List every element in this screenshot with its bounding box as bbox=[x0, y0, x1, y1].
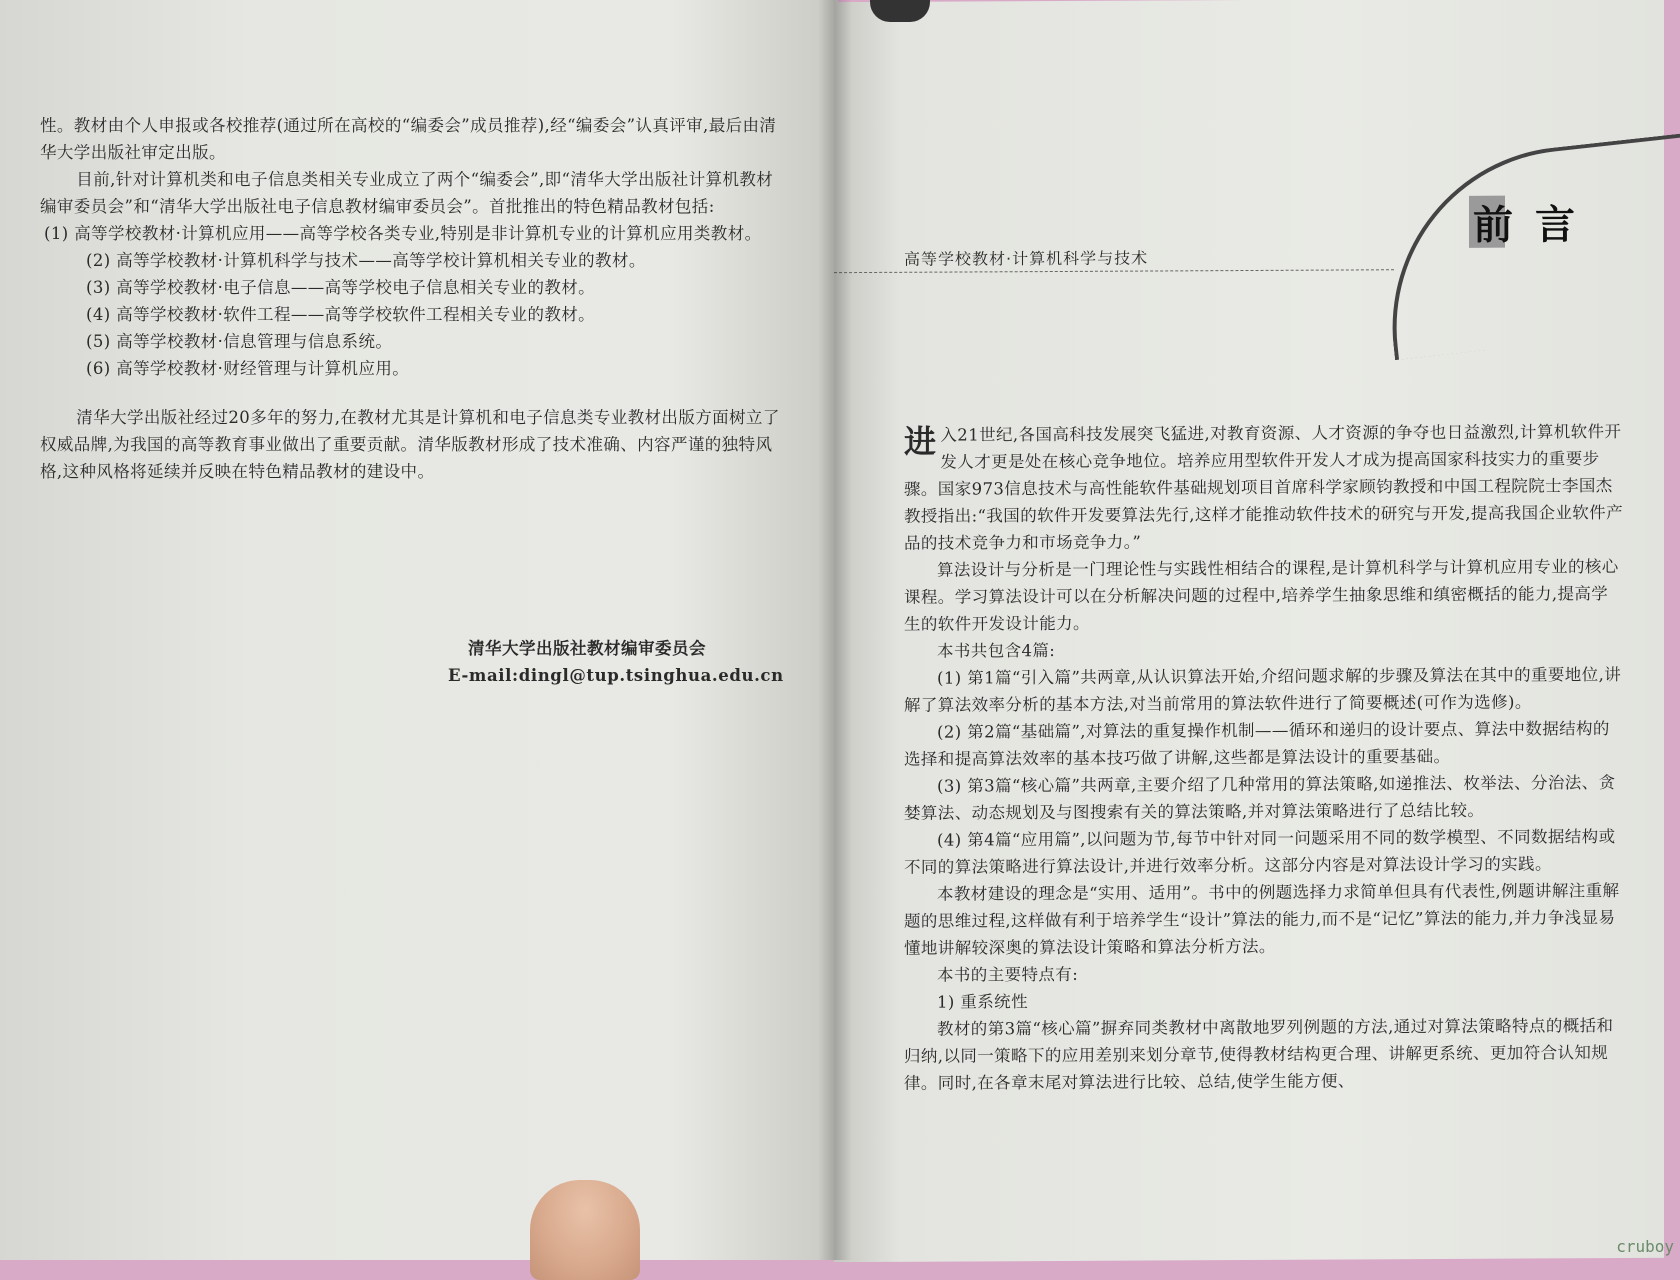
list-item-3: (3) 高等学校教材·电子信息——高等学校电子信息相关专业的教材。 bbox=[86, 278, 596, 297]
drop-cap: 进 bbox=[904, 422, 937, 461]
left-paragraph-1: 性。教材由个人申报或各校推荐(通过所在高校的“编委会”成员推荐),经“编委会”认真评审,最后由清华大学出版社审定出版。 bbox=[40, 116, 777, 162]
part-3-description: (3) 第3篇“核心篇”共两章,主要介绍了几种常用的算法策略,如递推法、枚举法、分治法、贪婪算法、动态规划及与图搜索有关的算法策略,并对算法策略进行了总结比较。 bbox=[904, 773, 1616, 823]
intro-text: 入21世纪,各国高科技发展突飞猛进,对教育资源、人才资源的争夺也日益激烈,计算机软件开发人才更是处在核心竞争地位。培养应用型软件开发人才成为提高国家科技实力的重要步骤。国家973信息技术与高性能软件基础规划项目首席科学家顾钧教授和中国工程院院士李国杰教授指出:“我国的软件开发要算法先行,这样才能推动软件技术的研究与开发,提高我国企业软件产品的技术竞争力和市场竞争力。” bbox=[904, 422, 1623, 553]
right-page-body bbox=[904, 418, 1624, 1097]
series-header: 高等学校教材·计算机科学与技术 bbox=[904, 248, 1149, 269]
list-item-5: (5) 高等学校教材·信息管理与信息系统。 bbox=[86, 332, 393, 351]
watermark: cruboy bbox=[1616, 1237, 1674, 1256]
list-item-6: (6) 高等学校教材·财经管理与计算机应用。 bbox=[86, 359, 410, 378]
paragraph-3: 本书共包含4篇: bbox=[937, 641, 1056, 661]
part-2-description: (2) 第2篇“基础篇”,对算法的重复操作机制——循环和递归的设计要点、算法中数据结构的选择和提高算法效率的基本技巧做了讲解,这些都是算法设计的重要基础。 bbox=[904, 719, 1610, 769]
email-address: E-mail:dingl@tup.tsinghua.edu.cn bbox=[448, 666, 784, 685]
left-closing-paragraph: 清华大学出版社经过20多年的努力,在教材尤其是计算机和电子信息类专业教材出版方面树立了权威品牌,为我国的高等教育事业做出了重要贡献。清华版教材形成了技术准确、内容严谨的独特风格,这种风格将延续并反映在特色精品教材的建设中。 bbox=[40, 408, 780, 481]
title-text: 前言 bbox=[1473, 202, 1597, 249]
list-item-2: (2) 高等学校教材·计算机科学与技术——高等学校计算机相关专业的教材。 bbox=[86, 251, 646, 270]
paragraph-2: 算法设计与分析是一门理论性与实践性相结合的课程,是计算机科学与计算机应用专业的核心课程。学习算法设计可以在分析解决问题的过程中,培养学生抽象思维和缜密概括的能力,提高学生的软件开发设计能力。 bbox=[904, 557, 1619, 634]
book-gutter bbox=[818, 0, 852, 1260]
list-item-1-text: (1) 高等学校教材·计算机应用——高等学校各类专业,特别是非计算机专业的计算机应用类教材。 bbox=[44, 224, 762, 243]
part-4-description: (4) 第4篇“应用篇”,以问题为节,每节中针对同一问题采用不同的数学模型、不同数据结构或不同的算法策略进行算法设计,并进行效率分析。这部分内容是对算法设计学习的实践。 bbox=[904, 827, 1616, 877]
list-item-4: (4) 高等学校教材·软件工程——高等学校软件工程相关专业的教材。 bbox=[86, 305, 596, 324]
left-page bbox=[0, 0, 838, 1260]
philosophy-paragraph: 本教材建设的理念是“实用、适用”。书中的例题选择力求简单但具有代表性,例题讲解注重解题的思维过程,这样做有利于培养学生“设计”算法的能力,而不是“记忆”算法的能力,并力争浅显易懂地讲解较深奥的算法设计策略和算法分析方法。 bbox=[904, 881, 1620, 958]
features-heading: 本书的主要特点有: bbox=[937, 964, 1079, 985]
intro-paragraph bbox=[904, 418, 1624, 557]
header-divider bbox=[834, 269, 1394, 273]
chapter-title bbox=[1469, 193, 1649, 254]
list-item-1 bbox=[40, 220, 785, 247]
feature-1-heading: 1) 重系统性 bbox=[937, 992, 1028, 1012]
right-page bbox=[834, 0, 1664, 1262]
left-paragraph-2: 目前,针对计算机类和电子信息类相关专业成立了两个“编委会”,即“清华大学出版社计算机教材编审委员会”和“清华大学出版社电子信息教材编审委员会”。首批推出的特色精品教材包括: bbox=[40, 170, 774, 216]
finger-thumb bbox=[530, 1180, 640, 1280]
feature-1-text: 教材的第3篇“核心篇”摒弃同类教材中离散地罗列例题的方法,通过对算法策略特点的概括和归纳,以同一策略下的应用差别来划分章节,使得教材结构更合理、讲解更系统、更加符合认知规律。同时,在各章末尾对算法进行比较、总结,使学生能方便、 bbox=[904, 1016, 1614, 1093]
part-1-description: (1) 第1篇“引入篇”共两章,从认识算法开始,介绍问题求解的步骤及算法在其中的重要地位,讲解了算法效率分析的基本方法,对当前常用的算法软件进行了简要概述(可作为选修)。 bbox=[904, 665, 1622, 715]
left-page-body bbox=[40, 112, 785, 485]
signature: 清华大学出版社教材编审委员会 bbox=[468, 639, 706, 658]
pen-object bbox=[870, 0, 930, 22]
